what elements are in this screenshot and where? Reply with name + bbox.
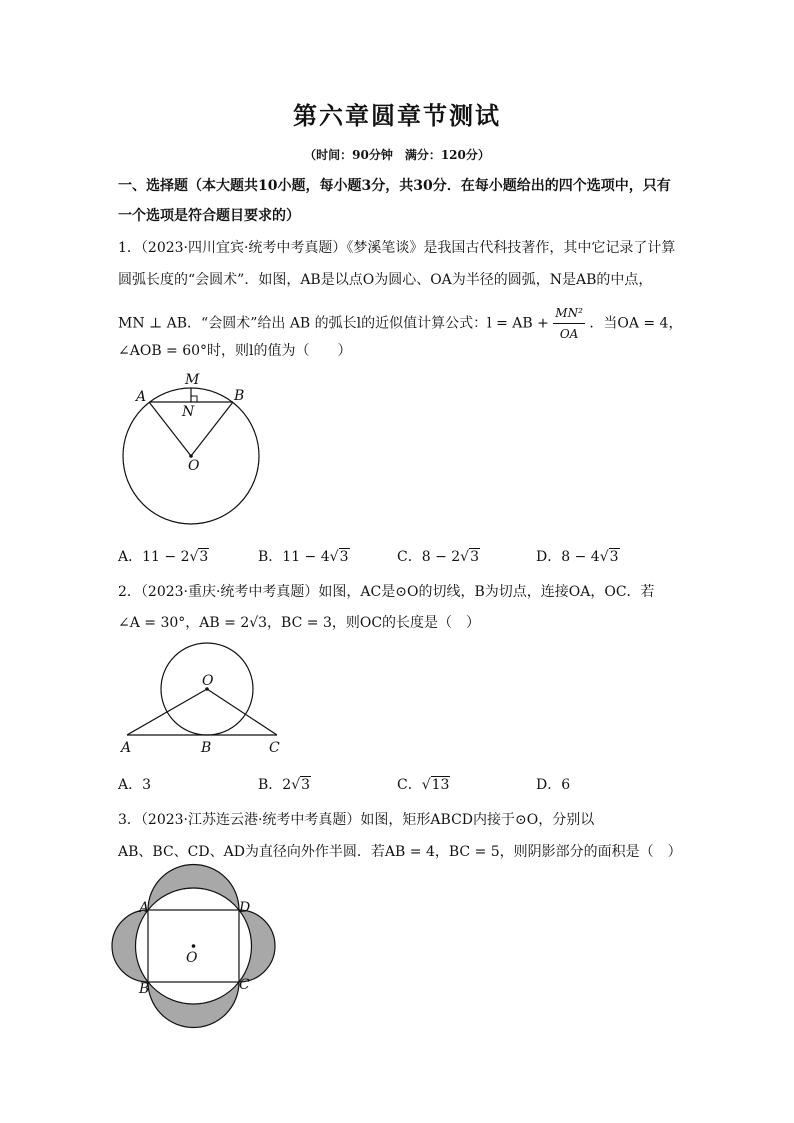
q1-option-a-value: 11 − 2: [142, 549, 190, 565]
q1-line1: 1．（2023·四川宜宾·统考中考真题）《梦溪笔谈》是我国古代科技著作，其中它记录了计算: [118, 240, 676, 256]
q1-line4: ∠AOB = 60°时，则l的值为（ ）: [118, 343, 352, 359]
q1-right-angle-mark: [191, 396, 197, 402]
q3-label-c: C: [239, 977, 250, 993]
q2-option-c-letter: C．: [397, 777, 422, 793]
q2-option-a-value: 3: [142, 777, 152, 793]
q1-option-b-radicand: 3: [339, 549, 349, 565]
q1-label-a: A: [136, 389, 147, 405]
q3-figure: [115, 870, 285, 1030]
q2-label-o: O: [202, 673, 214, 689]
q2-figure: [115, 640, 295, 760]
q3-label-b: B: [139, 981, 150, 997]
q2-option-b[interactable]: B．2√3: [258, 777, 311, 793]
q1-option-c-value: 8 − 2: [421, 549, 461, 565]
q1-figure: [115, 368, 275, 538]
q3-label-d: D: [239, 900, 251, 916]
q2-option-b-value: 2: [282, 777, 292, 793]
q2-segment-oa: [127, 689, 207, 735]
q3-center-dot: [192, 944, 196, 948]
q2-label-a: A: [121, 740, 132, 756]
q1-option-a[interactable]: A．11 − 2√3: [118, 549, 209, 565]
q2-option-b-letter: B．: [258, 777, 283, 793]
q2-segment-oc: [207, 689, 277, 735]
q1-segment-ob: [191, 402, 233, 456]
q3-label-o: O: [186, 950, 198, 966]
page-title: 第六章圆章节测试: [293, 102, 501, 130]
q2-label-b: B: [201, 740, 212, 756]
q1-formula-fraction: [553, 303, 585, 344]
q1-line3: [118, 303, 682, 344]
q1-line3-text-a: MN ⊥ AB．“会圆术”给出 AB 的弧长l的近似值计算公式：l = AB +: [118, 315, 549, 332]
q1-label-n: N: [182, 404, 195, 420]
q2-option-a[interactable]: [118, 774, 151, 794]
q1-label-m: M: [185, 372, 200, 388]
q1-line3-text-b: ．当OA = 4，: [589, 315, 683, 332]
q1-label-o: O: [188, 458, 200, 474]
q2-line1: 2．（2023·重庆·统考中考真题）如图，AC是⊙O的切线，B为切点，连接OA，OC．若: [118, 584, 655, 600]
q2-option-d-value: 6: [561, 777, 571, 793]
q2-option-d[interactable]: [536, 774, 570, 794]
q1-option-a-letter: A．: [118, 549, 143, 565]
q3-line1: 3．（2023·江苏连云港·统考中考真题）如图，矩形ABCD内接于⊙O，分别以: [118, 812, 595, 828]
q1-option-d-value: 8 − 4: [561, 549, 600, 565]
q1-option-c-letter: C．: [397, 549, 422, 565]
q1-option-b[interactable]: B．11 − 4√3: [258, 549, 349, 565]
section-heading-line1: 一、选择题（本大题共10小题，每小题3分，共30分．在每小题给出的四个选项中，只有: [118, 178, 671, 194]
q2-label-c: C: [269, 740, 280, 756]
q2-option-c[interactable]: C．√13: [397, 777, 450, 793]
q3-line2: AB、BC、CD、AD为直径向外作半圆．若AB = 4，BC = 5，则阴影部分的面积是（ ）: [118, 844, 682, 860]
section-heading-line2: 一个选项是符合题目要求的）: [118, 208, 300, 224]
q1-option-d-radicand: 3: [609, 549, 619, 565]
q1-frac-denominator: OA: [559, 327, 579, 341]
q2-option-b-radicand: 3: [301, 777, 311, 793]
q3-label-a: A: [139, 900, 150, 916]
q1-label-b: B: [234, 388, 245, 404]
q1-option-d-letter: D．: [536, 549, 562, 565]
q1-option-c-radicand: 3: [470, 549, 480, 565]
q1-option-b-letter: B．: [258, 549, 283, 565]
q1-option-b-value: 11 − 4: [282, 549, 330, 565]
q1-frac-numerator: MN²: [553, 303, 585, 324]
q1-option-a-radicand: 3: [199, 549, 209, 565]
page-subtitle: （时间：90分钟 满分：120分）: [304, 148, 490, 162]
q1-option-d[interactable]: D．8 − 4√3: [536, 549, 619, 565]
q2-option-a-letter: A．: [118, 777, 143, 793]
q1-option-c[interactable]: C．8 − 2√3: [397, 549, 480, 565]
q2-line2: ∠A = 30°，AB = 2√3，BC = 3，则OC的长度是（ ）: [118, 615, 481, 631]
q2-option-d-letter: D．: [536, 777, 562, 793]
q2-option-c-radicand: 13: [431, 777, 450, 793]
q1-line2: 圆弧长度的“会圆术”．如图，AB是以点O为圆心、OA为半径的圆弧，N是AB的中点，: [118, 272, 653, 288]
